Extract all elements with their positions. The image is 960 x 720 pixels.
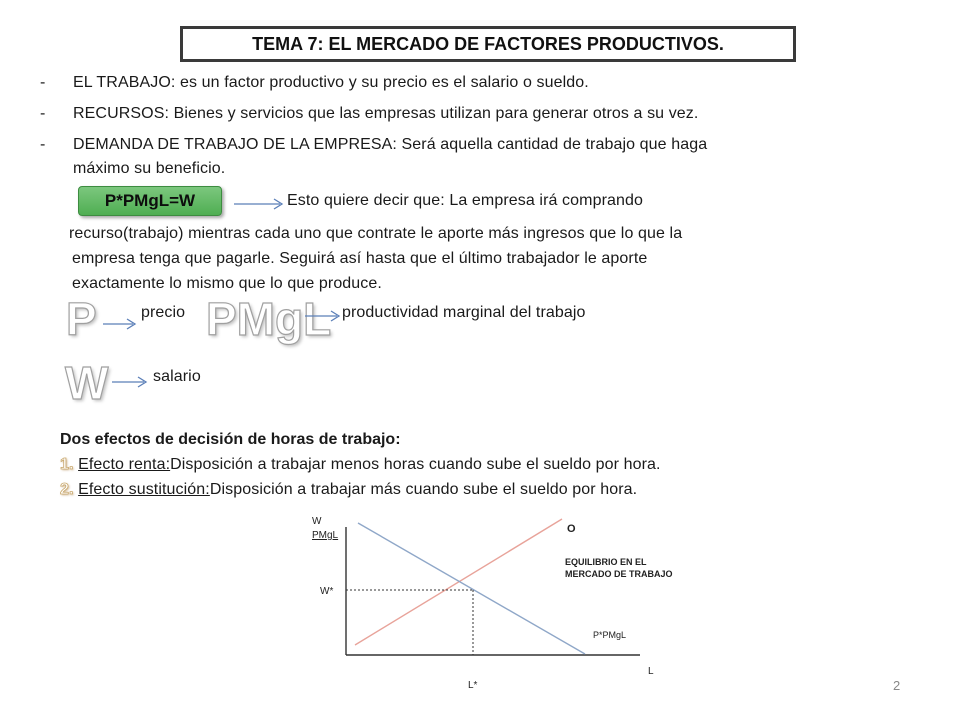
bullet-demanda-line2: máximo su beneficio. (73, 160, 226, 177)
equilibrium-label-line1: EQUILIBRIO EN EL (565, 557, 647, 567)
explanation-line1: Esto quiere decir que: La empresa irá comprando (287, 192, 644, 209)
explanation-line4: exactamente lo mismo que lo que produce. (72, 275, 382, 292)
demand-curve (358, 523, 585, 654)
effect-renta-text: Disposición a trabajar menos horas cuando sube el sueldo por hora. (170, 456, 661, 473)
symbol-w-meaning: salario (153, 368, 201, 385)
bullet-demanda-line1: DEMANDA DE TRABAJO DE LA EMPRESA: Será aquella cantidad de trabajo que haga (73, 136, 708, 153)
symbol-p-meaning: precio (141, 304, 186, 321)
bullet-marker: - (40, 74, 46, 91)
demand-label: P*PMgL (593, 630, 627, 640)
bullet-recursos: RECURSOS: Bienes y servicios que las empresas utilizan para generar otros a su vez. (73, 105, 699, 122)
arrow-icon (101, 318, 139, 330)
bullet-marker: - (40, 105, 46, 122)
symbol-pmgl: PMgL (206, 293, 332, 345)
symbol-p: P (66, 293, 97, 345)
explanation-line2: recurso(trabajo) mientras cada uno que contrate le aporte más ingresos que lo que la (69, 225, 683, 242)
supply-label: O (567, 523, 576, 535)
page-number: 2 (893, 678, 901, 693)
y-axis-label-pmgl: PMgL (312, 530, 339, 541)
effect-renta (60, 454, 661, 476)
arrow-icon (110, 376, 150, 388)
slide-title: TEMA 7: EL MERCADO DE FACTORES PRODUCTIVOS. (180, 26, 796, 62)
bullet-marker: - (40, 136, 46, 153)
w-star-label: W* (320, 586, 334, 597)
list-number: 2. (60, 481, 74, 498)
supply-curve (355, 519, 562, 645)
arrow-icon (232, 198, 288, 210)
effect-renta-label: Efecto renta: (78, 456, 171, 473)
list-number: 1. (60, 456, 74, 473)
bullet-trabajo: EL TRABAJO: es un factor productivo y su precio es el salario o sueldo. (73, 74, 589, 91)
effect-sustitucion (60, 479, 637, 501)
symbol-pmgl-meaning: productividad marginal del trabajo (342, 304, 586, 321)
explanation-line3: empresa tenga que pagarle. Seguirá así hasta que el último trabajador le aporte (72, 250, 648, 267)
formula-badge: P*PMgL=W (78, 186, 222, 216)
l-star-label: L* (468, 680, 478, 691)
labor-market-graph (300, 505, 680, 693)
effects-heading: Dos efectos de decisión de horas de trabajo: (60, 431, 401, 448)
x-axis-label: L (648, 666, 654, 677)
symbol-w: W (65, 357, 109, 409)
y-axis-label-w: W (312, 516, 322, 527)
arrow-icon (303, 310, 343, 322)
effect-sustitucion-label: Efecto sustitución: (78, 481, 210, 498)
effect-sustitucion-text: Disposición a trabajar más cuando sube el sueldo por hora. (209, 481, 638, 498)
equilibrium-label-line2: MERCADO DE TRABAJO (565, 569, 673, 579)
